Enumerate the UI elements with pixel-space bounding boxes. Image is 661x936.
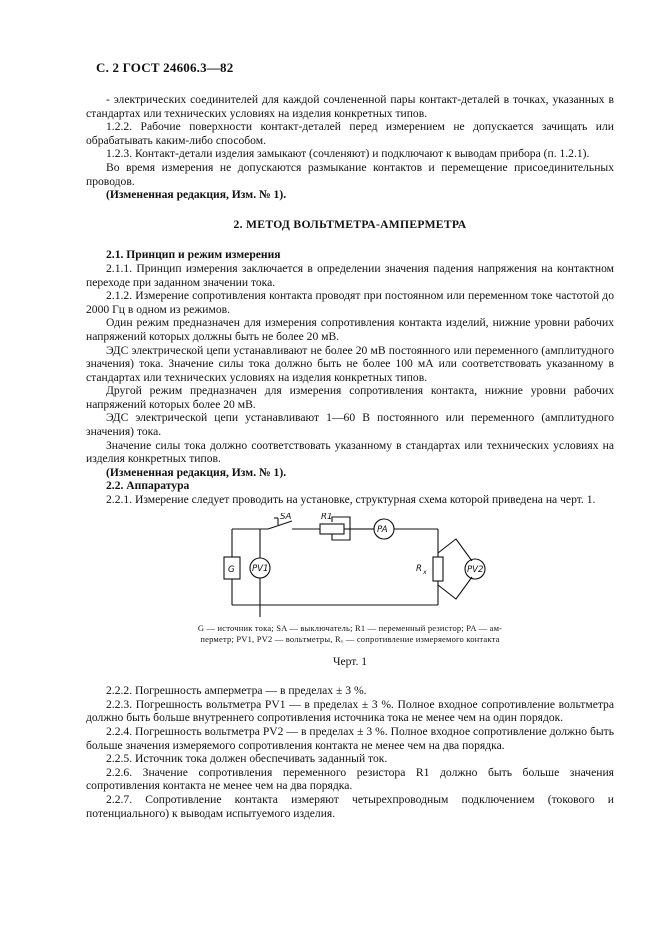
edit-note: (Измененная редакция, Изм. № 1). [106, 465, 287, 479]
switch-blade [268, 521, 292, 529]
paragraph: 1.2.2. Рабочие поверхности контакт-деталей перед измерением не допускается зачищать или обрабатывать каким-либо способом. [86, 120, 614, 147]
paragraph: - электрических соединителей для каждой сочлененной пары контакт-деталей в точках, указанных в стандартах или технических условиях на изделия конкретных типов. [86, 93, 614, 120]
subsection-title: 2.1. Принцип и режим измерения [106, 248, 281, 262]
paragraph: 2.1.2. Измерение сопротивления контакта проводят при постоянном или переменном токе частотой до 2000 Гц в одном из режимов. [86, 289, 614, 316]
paragraph: 2.1.1. Принцип измерения заключается в определении значения падения напряжения на контактном переходе при заданном значении тока. [86, 261, 614, 289]
caption-line-1: G — источник тока; SA — выключатель; R1 — переменный резистор; PA — ам- [197, 622, 503, 633]
paragraph: 2.2.7. Сопротивление контакта измеряют четырехпроводным подключением (токового и потенциального) к выводам испытуемого изделия. [86, 792, 614, 820]
paragraph: 1.2.3. Контакт-детали изделия замыкают (сочленяют) и подключают к выводам прибора (п. 1.2.1). [106, 147, 590, 161]
paragraph: 2.2.2. Погрешность амперметра — в пределах ± 3 %. [106, 684, 367, 698]
paragraph: Один режим предназначен для измерения сопротивления контакта изделий, нижние уровни рабочих напряжений которых должны быть не более 20 мВ. [86, 316, 614, 343]
figure-label: Черт. 1 [332, 654, 368, 668]
paragraph: Другой режим предназначен для измерения сопротивления контакта, нижние уровни рабочих напряжений которых более 20 мВ. [86, 384, 614, 411]
paragraph: 2.2.6. Значение сопротивления переменного резистора R1 должно быть больше значения сопротивления контакта не менее чем на два порядка. [86, 765, 614, 793]
label-r1: R1 [321, 512, 333, 522]
resistor-rx [433, 557, 443, 581]
paragraph: 2.2.4. Погрешность вольтметра PV2 — в пределах ± 3 %. Полное входное сопротивление должно быть больше значения измеряемого сопротивления контакта не менее чем на два порядка. [86, 725, 614, 752]
label-rx-sub: x [423, 568, 427, 576]
label-pv2: PV2 [467, 564, 484, 575]
figure-caption [86, 623, 614, 645]
page-header: С. 2 ГОСТ 24606.3—82 [96, 60, 234, 75]
document-body [86, 93, 614, 820]
paragraph: ЭДС электрической цепи устанавливают не более 20 мВ постоянного или переменного (амплитудного значения) тока. Значение силы тока должно быть не более 100 мА или соответствовать указанному в стандартах или технических условиях на изделия конкретных типов. [86, 343, 614, 384]
resistor-r1 [320, 524, 344, 534]
paragraph: 2.2.1. Измерение следует проводить на установке, структурная схема которой приведена на черт. 1. [106, 493, 596, 507]
section-title: 2. МЕТОД ВОЛЬТМЕТРА-АМПЕРМЕТРА [233, 217, 467, 231]
paragraph: Значение силы тока должно соответствовать указанному в стандартах или технических условиях на изделия конкретных типов. [86, 438, 614, 466]
paragraph: 2.2.3. Погрешность вольтметра PV1 — в пределах ± 3 %. Полное входное сопротивление вольтметра должно быть больше внутреннего сопротивления источника тока не менее чем на один порядок. [86, 697, 614, 725]
label-rx: R [416, 563, 422, 574]
label-g: G [228, 564, 235, 575]
paragraph: ЭДС электрической цепи устанавливают 1—60 В постоянного или переменного (амплитудного значения) тока. [86, 411, 614, 439]
circuit-diagram [216, 513, 496, 619]
paragraph: 2.2.5. Источник тока должен обеспечивать заданный ток. [106, 752, 388, 766]
label-pv1: PV1 [252, 563, 269, 574]
edit-note: (Измененная редакция, Изм. № 1). [106, 188, 287, 202]
caption-line-2: перметр; PV1, PV2 — вольтметры, Rₓ — сопротивление измеряемого контакта [200, 633, 500, 644]
subsection-title: 2.2. Аппаратура [106, 479, 190, 493]
paragraph: Во время измерения не допускаются размыкание контактов и перемещение присоединительных проводов. [86, 160, 614, 188]
label-pa: PA [377, 524, 388, 535]
label-sa: SA [280, 512, 292, 522]
